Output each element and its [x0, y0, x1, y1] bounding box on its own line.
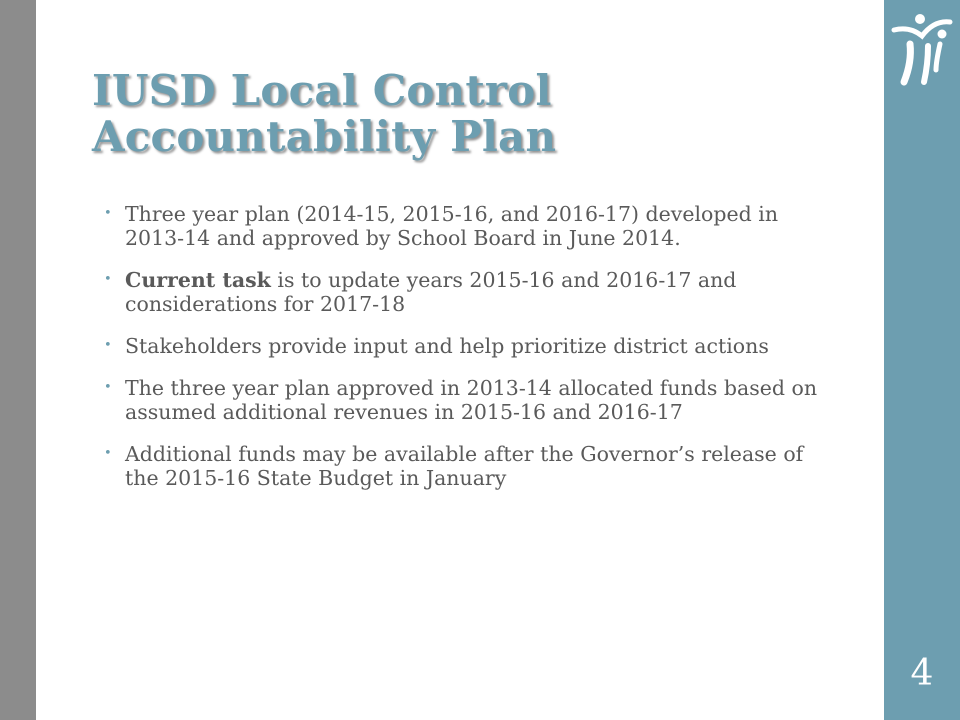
right-side-bar [884, 0, 960, 720]
slide-title [92, 68, 852, 160]
bullet-text: Additional funds may be available after the Governor’s release of the 2015-16 State Budget in January [125, 442, 804, 490]
bullet-text: Stakeholders provide input and help prioritize district actions [125, 334, 769, 358]
bullet-list [104, 202, 829, 508]
bullet-item [104, 334, 829, 358]
bullet-bold-text: Current task [125, 268, 271, 292]
slide-number: 4 [910, 653, 934, 694]
slide-title-line-2: Accountability Plan [92, 112, 557, 161]
bullet-text: Three year plan (2014-15, 2015-16, and 2016-17) developed in 2013-14 and approved by School Board in June 2014. [125, 202, 779, 250]
slide-title-line-1: IUSD Local Control [92, 66, 552, 115]
bullet-item [104, 376, 829, 424]
stylized-person-logo-icon [888, 10, 956, 88]
bullet-text: is to update years 2015-16 and 2016-17 and considerations for 2017-18 [125, 268, 737, 316]
bullet-item [104, 202, 829, 250]
left-side-bar [0, 0, 36, 720]
bullet-item [104, 268, 829, 316]
bullet-item [104, 442, 829, 490]
bullet-text: The three year plan approved in 2013-14 allocated funds based on assumed additional revenues in 2015-16 and 2016-17 [125, 376, 818, 424]
